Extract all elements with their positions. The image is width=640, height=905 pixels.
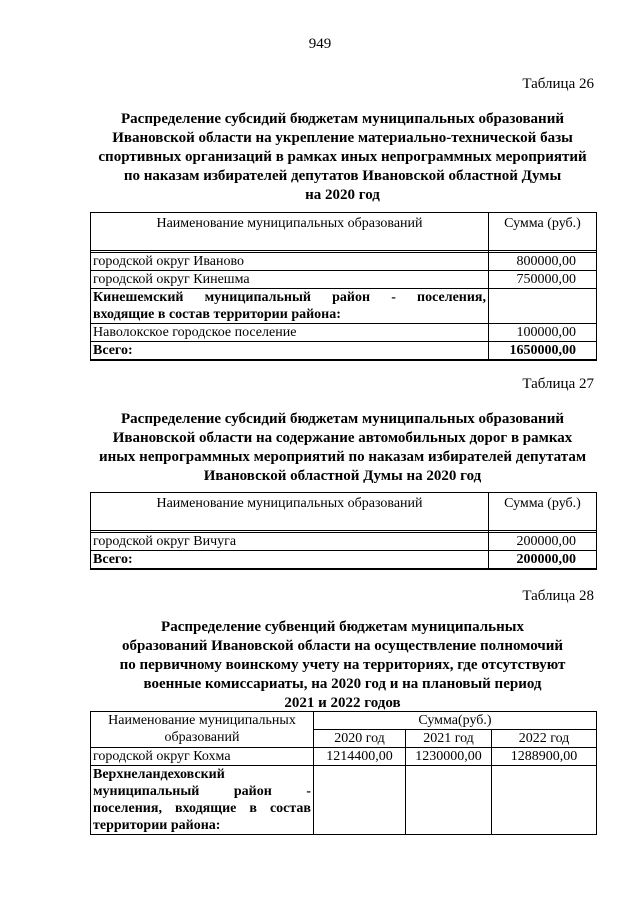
header-sum-cell: Сумма(руб.)	[314, 712, 597, 730]
municipality-name: городской округ Вичуга	[91, 533, 489, 551]
district-line: входящие в состав территории района:	[93, 307, 341, 322]
amount: 100000,00	[489, 324, 597, 342]
total-row	[91, 551, 597, 570]
table-row	[91, 271, 597, 289]
header-name-line: Наименование муниципальных	[108, 713, 296, 728]
table-28	[90, 711, 597, 835]
table-row	[91, 324, 597, 342]
district-row	[91, 289, 597, 324]
district-row	[91, 766, 597, 835]
amount: 800000,00	[489, 253, 597, 271]
district-line: муниципальный район -	[93, 784, 311, 799]
total-label: Всего:	[91, 342, 489, 361]
header-name-cell: Наименование муниципальных образований	[91, 213, 489, 251]
table-27-label: Таблица 27	[522, 376, 594, 392]
table-row	[91, 253, 597, 271]
amount-2020: 1214400,00	[314, 748, 406, 766]
total-amount: 200000,00	[489, 551, 597, 570]
table-27	[90, 492, 597, 570]
header-name-cell: Наименование муниципальных образований	[91, 493, 489, 531]
total-row	[91, 342, 597, 361]
amount: 750000,00	[489, 271, 597, 289]
municipality-name: городской округ Иваново	[91, 253, 489, 271]
district-line: территории района:	[93, 818, 221, 833]
page-number: 949	[308, 36, 332, 52]
header-sum-cell: Сумма (руб.)	[489, 213, 597, 251]
district-line: Верхнеландеховский	[93, 767, 225, 782]
table-row	[91, 533, 597, 551]
municipality-name: городской округ Кинешма	[91, 271, 489, 289]
table-28-title: Распределение субвенций бюджетам муниципальных образований Ивановской области на осуществление полномочий по первичному воинскому учету на территориях, где отсутствуют военные комиссариаты, на 2020 год и на плановый период 2021 и 2022 годов	[119, 619, 566, 711]
year-header: 2021 год	[406, 730, 492, 748]
total-amount: 1650000,00	[489, 342, 597, 361]
header-name-cell	[91, 712, 314, 748]
table-row	[91, 748, 597, 766]
amount-2022: 1288900,00	[492, 748, 597, 766]
amount: 200000,00	[489, 533, 597, 551]
district-line: поселения, входящие в состав	[93, 801, 311, 816]
total-label: Всего:	[91, 551, 489, 570]
table-26	[90, 212, 597, 361]
table-26-title: Распределение субсидий бюджетам муниципальных образований Ивановской области на укрепление материально-технической базы спортивных организаций в рамках иных непрограммных мероприятий по наказам избирателей депутатов Ивановской областной Думы на 2020 год	[98, 111, 587, 203]
district-name	[91, 289, 489, 324]
year-header: 2020 год	[314, 730, 406, 748]
table-26-label: Таблица 26	[522, 76, 594, 92]
table-28-label: Таблица 28	[522, 588, 594, 604]
header-sum-cell: Сумма (руб.)	[489, 493, 597, 531]
district-line: Кинешемский муниципальный район - поселения,	[93, 290, 486, 305]
district-name	[91, 766, 314, 835]
table-27-title: Распределение субсидий бюджетам муниципальных образований Ивановской области на содержание автомобильных дорог в рамках иных непрограммных мероприятий по наказам избирателей депутатам Ивановской областной Думы на 2020 год	[98, 411, 587, 484]
municipality-name: городской округ Кохма	[91, 748, 314, 766]
header-name-line: образований	[164, 730, 240, 745]
amount-2021: 1230000,00	[406, 748, 492, 766]
year-header: 2022 год	[492, 730, 597, 748]
municipality-name: Наволокское городское поселение	[91, 324, 489, 342]
